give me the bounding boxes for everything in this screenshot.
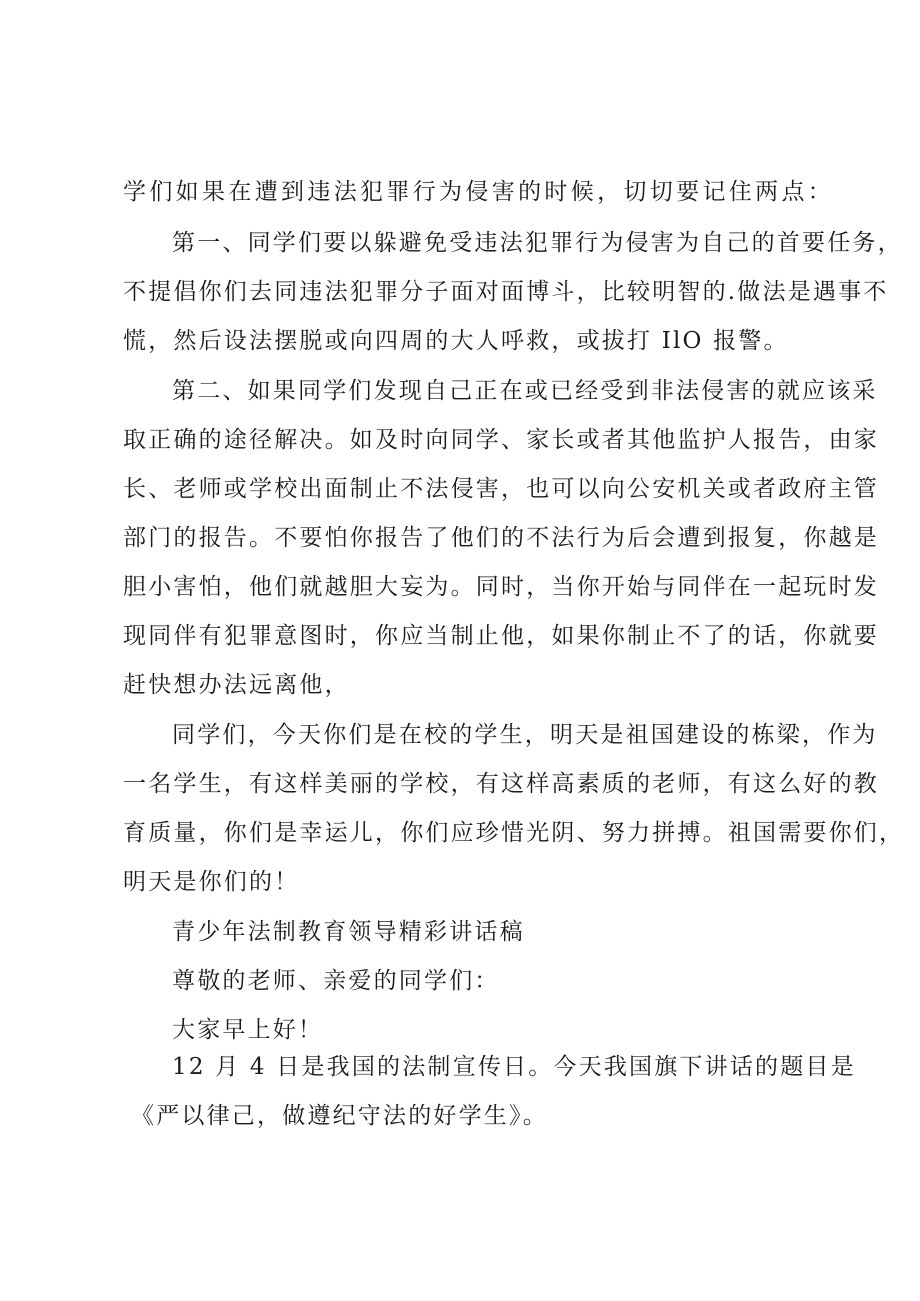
paragraph-line: 12 月 4 日是我国的法制宣传日。今天我国旗下讲话的题目是 [172, 1054, 856, 1080]
paragraph-line: 取正确的途径解决。如及时向同学、家长或者其他监护人报告，由家 [123, 427, 879, 453]
speech-topic: 《严以律己，做遵纪守法的好学生》。 [131, 1103, 548, 1129]
paragraph-line: 第二、如果同学们发现自己正在或已经受到非法侵害的就应该采 [172, 378, 878, 404]
paragraph-line: 现同伴有犯罪意图时，你应当制止他，如果你制止不了的话，你就要 [123, 623, 879, 649]
salutation: 尊敬的老师、亲爱的同学们： [172, 968, 500, 994]
paragraph-line: 一名学生，有这样美丽的学校，有这样高素质的老师，有这么好的教 [123, 771, 879, 797]
paragraph-line: 明天是你们的！ [123, 869, 300, 895]
paragraph-line: 第一、同学们要以躲避免受违法犯罪行为侵害为自己的首要任务， [172, 230, 903, 256]
paragraph-line: 学们如果在遭到违法犯罪行为侵害的时候，切切要记住两点： [123, 179, 833, 205]
paragraph-line: 赶快想办法远离他， [123, 672, 350, 698]
speech-title: 青少年法制教育领导精彩讲话稿 [172, 919, 525, 945]
paragraph-line: 不提倡你们去同违法犯罪分子面对面博斗，比较明智的.做法是遇事不 [123, 279, 889, 305]
paragraph-line: 慌，然后设法摆脱或向四周的大人呼救，或拔打 IlO 报警。 [123, 328, 789, 354]
paragraph-line: 同学们，今天你们是在校的学生，明天是祖国建设的栋梁，作为 [172, 722, 878, 748]
paragraph-line: 部门的报告。不要怕你报告了他们的不法行为后会遭到报复，你越是 [123, 525, 879, 551]
paragraph-line: 胆小害怕，他们就越胆大妄为。同时，当你开始与同伴在一起玩时发 [123, 574, 879, 600]
paragraph-line: 育质量，你们是幸运儿，你们应珍惜光阴、努力拼搏。祖国需要你们， [123, 820, 905, 846]
greeting: 大家早上好！ [172, 1017, 324, 1043]
paragraph-line: 长、老师或学校出面制止不法侵害，也可以向公安机关或者政府主管 [123, 476, 879, 502]
